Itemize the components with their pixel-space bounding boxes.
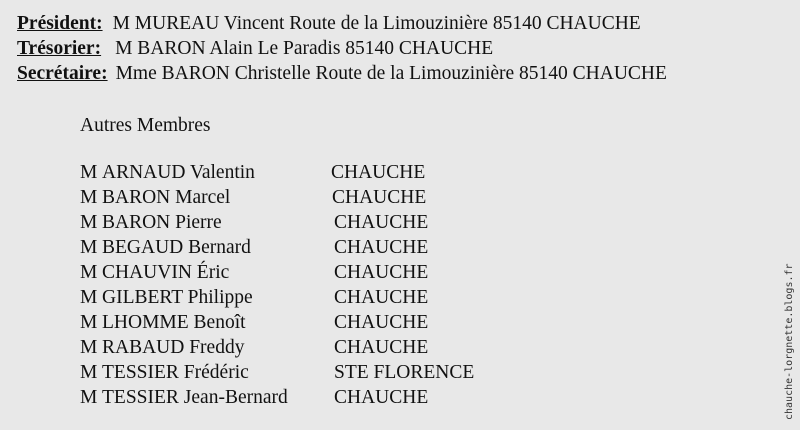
member-town: CHAUCHE — [332, 187, 427, 208]
watermark-text: chauche-lorgnette.blogs.fr — [784, 263, 795, 420]
member-town: CHAUCHE — [334, 312, 429, 333]
member-town: CHAUCHE — [334, 387, 429, 408]
officer-treasurer — [17, 36, 667, 61]
member-title: M — [80, 362, 98, 383]
member-row — [80, 360, 475, 385]
member-row — [80, 185, 427, 210]
officer-role-secretary: Secrétaire: — [17, 63, 108, 84]
officer-role-president: Président: — [17, 13, 103, 34]
member-name: CHAUVIN Éric — [102, 262, 230, 283]
member-town: STE FLORENCE — [334, 362, 475, 383]
other-members-heading: Autres Membres — [80, 115, 211, 136]
member-name: GILBERT Philippe — [102, 287, 253, 308]
member-town: CHAUCHE — [331, 162, 426, 183]
officers-block — [17, 11, 667, 86]
member-town: CHAUCHE — [334, 262, 429, 283]
officer-role-treasurer: Trésorier: — [17, 38, 102, 59]
member-title: M — [80, 237, 98, 258]
member-title: M — [80, 162, 98, 183]
member-name: LHOMME Benoît — [102, 312, 246, 333]
member-row — [80, 335, 429, 360]
member-name: TESSIER Jean-Bernard — [102, 387, 288, 408]
member-name: BEGAUD Bernard — [102, 237, 251, 258]
officer-president — [17, 11, 667, 36]
member-title: M — [80, 312, 98, 333]
member-title: M — [80, 187, 98, 208]
member-name: RABAUD Freddy — [102, 337, 245, 358]
officer-detail-secretary: Mme BARON Christelle Route de la Limouzinière 85140 CHAUCHE — [115, 63, 667, 84]
officer-detail-president: M MUREAU Vincent Route de la Limouzinière 85140 CHAUCHE — [112, 13, 641, 34]
member-town: CHAUCHE — [334, 337, 429, 358]
member-town: CHAUCHE — [334, 287, 429, 308]
member-row — [80, 235, 429, 260]
member-town: CHAUCHE — [334, 212, 429, 233]
member-name: TESSIER Frédéric — [102, 362, 249, 383]
members-list — [80, 160, 475, 410]
member-name: BARON Marcel — [102, 187, 231, 208]
member-name: ARNAUD Valentin — [102, 162, 255, 183]
member-name: BARON Pierre — [102, 212, 222, 233]
member-row — [80, 160, 426, 185]
member-title: M — [80, 337, 98, 358]
member-row — [80, 310, 429, 335]
member-town: CHAUCHE — [334, 237, 429, 258]
officer-secretary — [17, 61, 667, 86]
member-row — [80, 385, 429, 410]
member-title: M — [80, 287, 98, 308]
member-row — [80, 260, 429, 285]
member-title: M — [80, 262, 98, 283]
officer-detail-treasurer: M BARON Alain Le Paradis 85140 CHAUCHE — [115, 38, 494, 59]
member-title: M — [80, 387, 98, 408]
member-row — [80, 285, 429, 310]
member-title: M — [80, 212, 98, 233]
member-row — [80, 210, 429, 235]
